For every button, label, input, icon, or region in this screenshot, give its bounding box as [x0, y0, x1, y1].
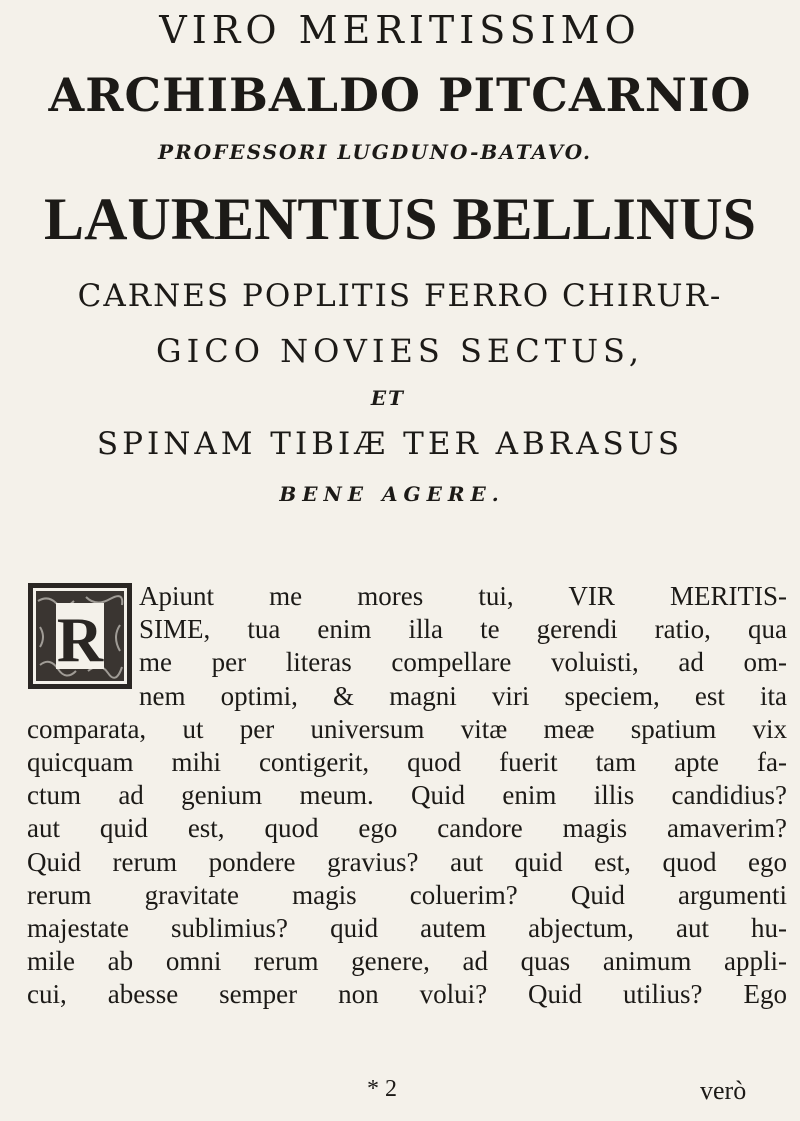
- text-line: nem optimi, & magni viri speciem, est ita: [139, 680, 787, 711]
- body-paragraph: [27, 580, 787, 1012]
- dedication-line-2: ARCHIBALDO PITCARNIO: [48, 68, 752, 122]
- text-line: aut quid est, quod ego candore magis amaverim?: [27, 813, 787, 844]
- dedication-line-3: PROFESSORI LUGDUNO-BATAVO.: [158, 140, 592, 164]
- subtitle-line-4: SPINAM TIBIÆ TER ABRASUS: [96, 426, 684, 462]
- text-line: me per literas compellare voluisti, ad om-: [139, 647, 787, 678]
- text-line: Apiunt me mores tui, VIR MERITIS-: [139, 581, 787, 611]
- subtitle-line-1: CARNES POPLITIS FERRO CHIRUR-: [77, 278, 723, 314]
- subtitle-line-3: ET: [370, 386, 406, 410]
- dedication-line-1: VIRO MERITISSIMO: [159, 8, 641, 52]
- text-line: SIME, tua enim illa te gerendi ratio, qua: [139, 614, 787, 645]
- text-line: Quid rerum pondere gravius? aut quid est, quod ego: [27, 846, 787, 877]
- text-line: ctum ad genium meum. Quid enim illis candidius?: [27, 780, 787, 811]
- text-line: quicquam mihi contigerit, quod fuerit tam apte fa-: [27, 747, 787, 778]
- text-line: rerum gravitate magis coluerim? Quid argumenti: [27, 879, 787, 910]
- text-line: majestate sublimius? quid autem abjectum, aut hu-: [27, 913, 787, 944]
- text-line: mile ab omni rerum genere, ad quas animum appli-: [27, 946, 787, 977]
- catchword: verò: [700, 1076, 747, 1105]
- author-name: LAURENTIUS BELLINUS: [44, 186, 756, 252]
- text-line: cui, abesse semper non volui? Quid utilius? Ego: [27, 979, 787, 1010]
- subtitle-line-2: GICO NOVIES SECTUS,: [156, 332, 644, 370]
- dropcap-letter: R: [56, 604, 104, 675]
- text-line: comparata, ut per universum vitæ meæ spatium vix: [27, 713, 787, 744]
- signature-mark: * 2: [367, 1076, 397, 1102]
- subtitle-line-5: BENE AGERE.: [279, 482, 505, 506]
